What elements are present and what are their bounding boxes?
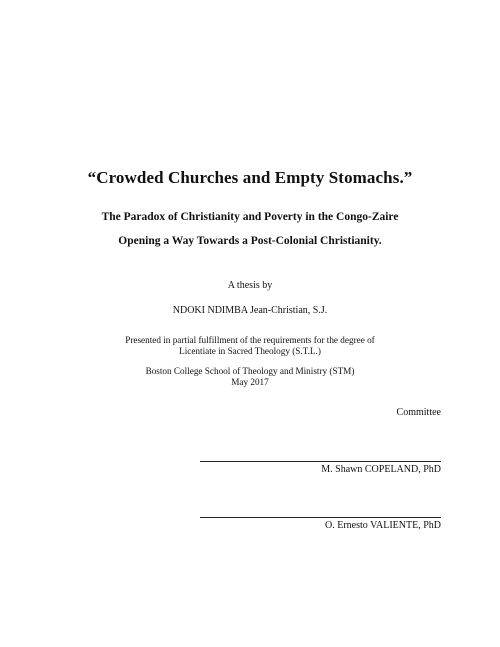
degree-statement: [0, 335, 500, 357]
signature-line-1: [200, 461, 441, 462]
signatory-name-1: M. Shawn COPELAND, PhD: [321, 464, 441, 475]
institution-block: [0, 366, 500, 388]
thesis-by-label: A thesis by: [227, 280, 273, 291]
degree-statement-line-2: Licentiate in Sacred Theology (S.T.L.): [179, 346, 321, 356]
signature-line-2: [200, 517, 441, 518]
document-title: “Crowded Churches and Empty Stomachs.”: [87, 168, 413, 187]
committee-label: Committee: [396, 407, 441, 418]
subtitle-line-2: Opening a Way Towards a Post-Colonial Christianity.: [118, 235, 382, 247]
subtitle-line-1: The Paradox of Christianity and Poverty in the Congo-Zaire: [101, 211, 399, 223]
signatory-name-2: O. Ernesto VALIENTE, PhD: [324, 520, 441, 531]
degree-statement-line-1: Presented in partial fulfillment of the requirements for the degree of: [125, 335, 375, 345]
institution-name: Boston College School of Theology and Ministry (STM): [145, 366, 355, 376]
author-name: NDOKI NDIMBA Jean-Christian, S.J.: [172, 305, 328, 316]
submission-date: May 2017: [231, 377, 269, 387]
